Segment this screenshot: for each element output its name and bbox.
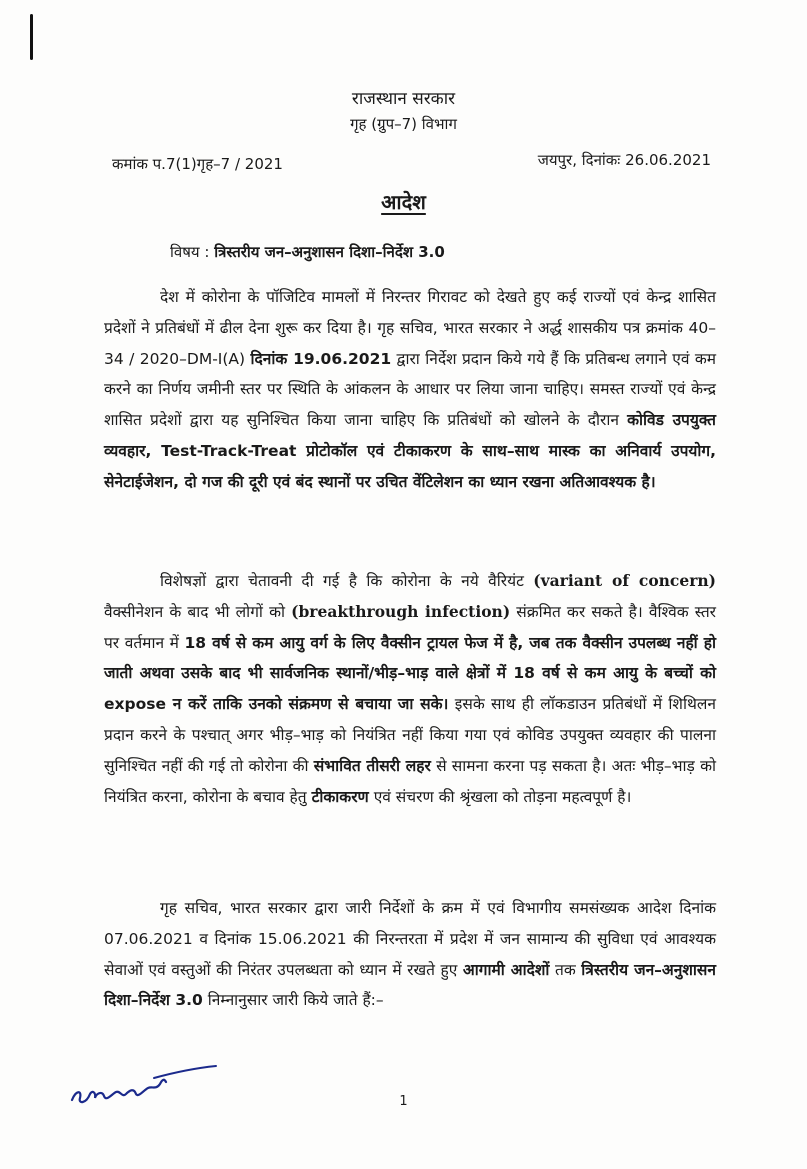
- p2-bold-3: 18 वर्ष से कम आयु वर्ग के लिए वैक्सीन ट्रायल फेज में है, जब तक वैक्सीन उपलब्ध नहीं हो जाती अथवा उसके बाद भी सार्वजनिक स्थानों/भीड़–भाड़ वाले क्षेत्रों में 18 वर्ष से कम आयु के बच्चों को expose न करें ताकि उनको संक्रमण से बचाया जा सके।: [104, 633, 716, 714]
- page-number: 1: [399, 1094, 408, 1109]
- government-name: राजस्थान सरकार: [351, 89, 456, 109]
- p2-text-4: इसके साथ ही लॉकडाउन प्रतिबंधों में शिथिलन प्रदान करने के पश्चात् अगर भीड़–भाड़ को नियंत्रित नहीं किया गया एवं कोविड उपयुक्त व्यवहार की पालना सुनिश्चित नहीं की गई तो कोरोना की: [104, 695, 716, 775]
- p2-bold-4: संभावित तीसरी लहर: [313, 756, 431, 775]
- paragraph-1: [104, 282, 716, 498]
- p2-text-2: वैक्सीनेशन के बाद भी लोगों को: [104, 602, 292, 621]
- order-title-text: आदेश: [381, 190, 426, 214]
- place-and-date: जयपुर, दिनांकः 26.06.2021: [537, 151, 711, 169]
- p2-text-5: से सामना करना पड़ सकता है। अतः भीड़–भाड़ को नियंत्रित करना, कोरोना के बचाव हेतु: [104, 756, 716, 806]
- p3-bold-1: आगामी आदेशों: [462, 960, 550, 979]
- p1-text-2: द्वारा निर्देश प्रदान किये गये हैं कि प्रतिबन्ध लगाने एवं कम करने का निर्णय जमीनी स्तर पर स्थिति के आंकलन के आधार पर लिया जाना चाहिए। समस्त राज्यों एवं केन्द्र शासित प्रदेशों द्वारा यह सुनिश्चित किया जाना चाहिए कि प्रतिबंधों को खोलने के दौरान: [104, 349, 717, 430]
- subject-label: विषय :: [170, 243, 210, 261]
- paragraph-3: [104, 893, 716, 1016]
- reference-number: कमांक प.7(1)गृह–7 / 2021: [112, 155, 283, 173]
- department-name: गृह (ग्रुप–7) विभाग: [350, 115, 457, 133]
- order-title: [0, 188, 807, 215]
- p2-bold-5: टीकाकरण: [311, 787, 369, 806]
- p2-bold-2: (breakthrough infection): [291, 601, 511, 621]
- p3-text-2: तक: [549, 960, 582, 979]
- p3-text-3: निम्नानुसार जारी किये जाते हैं:–: [202, 991, 384, 1010]
- paragraph-2: [104, 566, 716, 812]
- p2-text-6: एवं संचरण की श्रृंखला को तोड़ना महत्वपूर्ण है।: [368, 787, 632, 806]
- p3-text-1: गृह सचिव, भारत सरकार द्वारा जारी निर्देशों के क्रम में एवं विभागीय समसंख्यक आदेश दिनांक 07.06.2021 व दिनांक 15.06.2021 की निरन्तरता में प्रदेश में जन सामान्य की सुविधा एवं आवश्यक सेवाओं एवं वस्तुओं की निरंतर उपलब्धता को ध्यान में रखते हुए: [104, 899, 716, 979]
- p1-text-1: देश में कोरोना के पॉजिटिव मामलों में निरन्तर गिरावट को देखते हुए कई राज्यों एवं केन्द्र शासित प्रदेशों ने प्रतिबंधों में ढील देना शुरू कर दिया है। गृह सचिव, भारत सरकार ने अर्द्ध शासकीय पत्र क्रमांक 40–34 / 2020–DM-I(A): [104, 288, 716, 368]
- subject-text: त्रिस्तरीय जन–अनुशासन दिशा–निर्देश 3.0: [214, 243, 445, 261]
- scan-edge-mark: [30, 14, 33, 60]
- p2-text-3: संक्रमित कर सकते है। वैश्विक स्तर पर वर्तमान में: [104, 602, 716, 652]
- signature-flourish: [154, 1066, 216, 1078]
- p2-bold-1: (variant of concern): [533, 571, 716, 590]
- p1-bold-1: दिनांक 19.06.2021: [250, 349, 392, 368]
- p1-bold-2: कोविड उपयुक्त व्यवहार, Test-Track-Treat प्रोटोकॉल एवं टीकाकरण के साथ–साथ मास्क का अनिवार्य उपयोग, सेनेटाईजेशन, दो गज की दूरी एवं बंद स्थानों पर उचित वेंटिलेशन का ध्यान रखना अतिआवश्यक है।: [104, 411, 716, 491]
- subject-line: [170, 242, 445, 262]
- p2-text-1: विशेषज्ञों द्वारा चेतावनी दी गई है कि कोरोना के नये वैरियंट: [160, 572, 534, 590]
- p3-bold-2: त्रिस्तरीय जन–अनुशासन दिशा–निर्देश 3.0: [104, 960, 717, 1010]
